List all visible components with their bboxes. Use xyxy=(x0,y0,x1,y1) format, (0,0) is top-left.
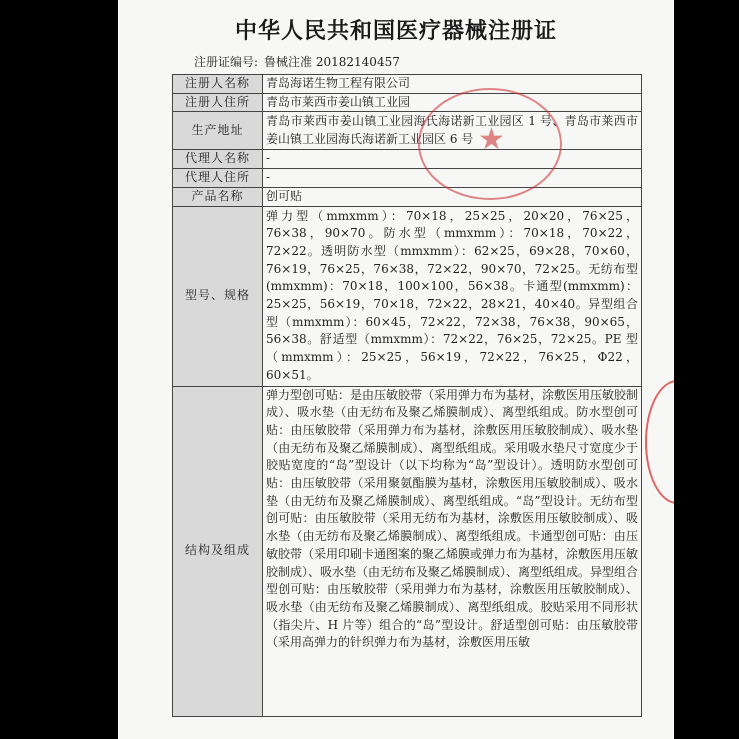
registration-number: 鲁械注准 20182140457 xyxy=(264,55,400,69)
field-label: 注册人住所 xyxy=(173,93,263,112)
certificate-page xyxy=(118,0,674,739)
registration-number-label: 注册证编号: xyxy=(194,55,259,69)
field-value: 青岛海诺生物工程有限公司 xyxy=(263,75,642,94)
field-value: 青岛市莱西市姜山镇工业园海氏海诺新工业园区 1 号、青岛市莱西市姜山镇工业园海氏海诺新工业园区 6 号 xyxy=(263,112,642,150)
field-label: 结构及组成 xyxy=(173,386,263,716)
star-icon: ★ xyxy=(478,122,505,157)
field-value: 弹力型（mmxmm）：70×18，25×25，20×20，76×25，76×38，90×70。防水型（mmxmm）：70×18，70×22，72×22。透明防水型（mmxmm）：62×25，69×28，70×60，76×19，76×25，76×38，72×22，90×70，72×25。无纺布型(mmxmm)：70×18，100×100，56×38。卡通型(mmxmm)：25×25，56×19，70×18，72×22，28×21，40×40。异型组合型（mmxmm）：60×45，72×22，72×38，76×38，90×65，56×38。舒适型（mmxmm）：72×22，76×25，72×25。PE 型（mmxmm）：25×25，56×19，72×22，76×25，Φ22，60×51。 xyxy=(263,206,642,386)
table-row xyxy=(173,75,642,94)
field-value: 青岛市莱西市姜山镇工业园 xyxy=(263,93,642,112)
registration-number-line xyxy=(194,53,406,70)
field-label: 代理人住所 xyxy=(173,169,263,188)
field-label: 注册人名称 xyxy=(173,75,263,94)
table-row xyxy=(173,169,642,188)
table-row xyxy=(173,112,642,150)
field-value: 弹力型创可贴：是由压敏胶带（采用弹力布为基材，涂敷医用压敏胶制成）、吸水垫（由无纺布及聚乙烯膜制成）、离型纸组成。防水型创可贴：由压敏胶带（采用弹力布为基材，涂敷医用压敏胶制成）、吸水垫（由无纺布及聚乙烯膜制成）、离型纸组成。采用吸水垫尺寸宽度少于胶贴宽度的“岛”型设计（以下均称为“岛”型设计）。透明防水型创可贴：由压敏胶带（采用聚氨酯膜为基材，涂敷医用压敏胶制成）、吸水垫（由无纺布及聚乙烯膜制成）、离型纸组成。“岛”型设计。无纺布型创可贴：由压敏胶带（采用无纺布为基材，涂敷医用压敏胶制成）、吸水垫（由无纺布及聚乙烯膜制成）、离型纸组成。卡通型创可贴：由压敏胶带（采用印刷卡通图案的聚乙烯膜或弹力布为基材，涂敷医用压敏胶制成）、吸水垫（由无纺布及聚乙烯膜制成）、离型纸组成。异型组合型创可贴：由压敏胶带（采用弹力布为基材，涂敷医用压敏胶制成）、吸水垫（由无纺布及聚乙烯膜制成）、离型纸组成。胶贴采用不同形状（指尖片、H 片等）组合的“岛”型设计。舒适型创可贴：由压敏胶带（采用高弹力的针织弹力布为基材，涂敷医用压敏 xyxy=(263,386,642,716)
field-label: 型号、规格 xyxy=(173,206,263,386)
field-label: 产品名称 xyxy=(173,187,263,206)
certificate-table xyxy=(172,74,642,717)
field-label: 代理人名称 xyxy=(173,150,263,169)
table-row xyxy=(173,206,642,386)
table-row xyxy=(173,150,642,169)
field-value: - xyxy=(263,169,642,188)
table-row xyxy=(173,93,642,112)
official-seal-stamp xyxy=(645,380,674,504)
field-value: - xyxy=(263,150,642,169)
field-label: 生产地址 xyxy=(173,112,263,150)
table-row xyxy=(173,386,642,716)
document-title: 中华人民共和国医疗器械注册证 xyxy=(234,18,557,44)
field-value: 创可贴 xyxy=(263,187,642,206)
table-row xyxy=(173,187,642,206)
